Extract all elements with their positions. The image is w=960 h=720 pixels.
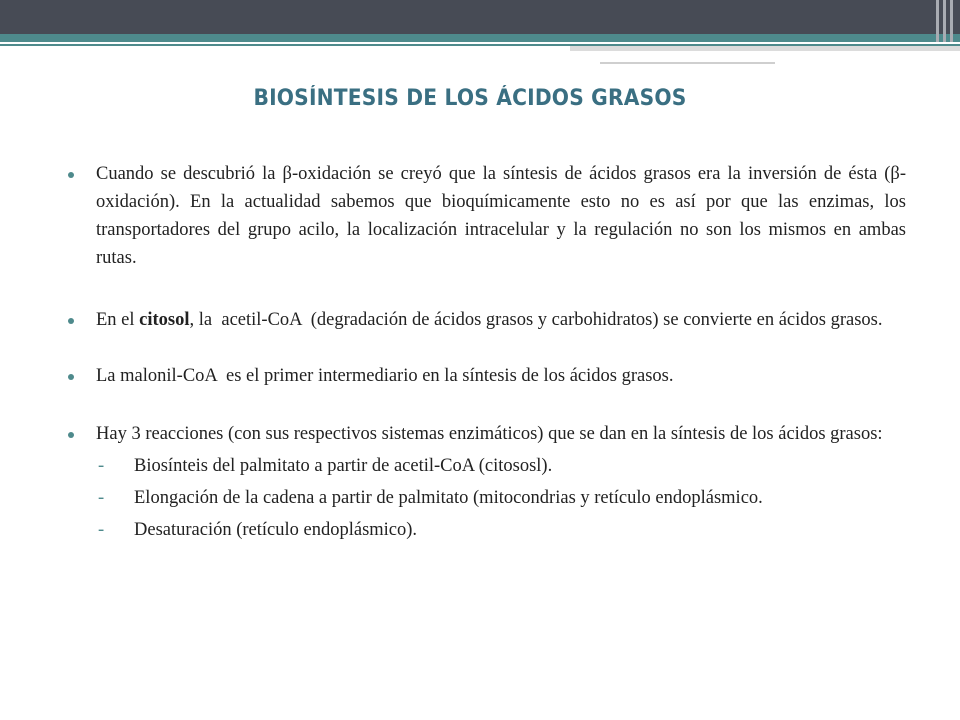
sub-item-text: Desaturación (retículo endoplásmico). <box>134 520 418 540</box>
strip <box>943 0 946 42</box>
bullet-icon <box>68 374 74 380</box>
bullet-icon <box>68 432 74 438</box>
sub-item <box>68 452 906 480</box>
decorative-gray-bar <box>570 46 960 51</box>
slide-content <box>68 160 906 548</box>
bullet-item <box>68 160 906 272</box>
bullet-text: Hay 3 reacciones (con sus respectivos sistemas enzimáticos) que se dan en la síntesis de los ácidos grasos: <box>96 424 883 444</box>
sub-item-text: Elongación de la cadena a partir de palmitato (mitocondrias y retículo endoplásmico. <box>134 488 763 508</box>
slide-title: BIOSÍNTESIS DE LOS ÁCIDOS GRASOS <box>253 86 687 111</box>
sub-item-text: Biosínteis del palmitato a partir de acetil-CoA (citososl). <box>134 456 553 476</box>
header-accent-bar <box>0 34 960 42</box>
bullet-item <box>68 362 906 390</box>
sub-list <box>68 452 906 544</box>
dash-icon: - <box>98 456 105 476</box>
dash-icon: - <box>98 520 105 540</box>
dash-icon: - <box>98 488 105 508</box>
decorative-line <box>600 62 775 64</box>
sub-item <box>68 484 906 512</box>
bullet-text-prefix: En el <box>96 310 140 330</box>
bullet-icon <box>68 172 74 178</box>
strip <box>936 0 939 42</box>
bullet-text: Cuando se descubrió la β-oxidación se creyó que la síntesis de ácidos grasos era la inversión de ésta (β-oxidación). En la actualidad sabemos que bioquímicamente esto no es así por que las enzimas, los transportadores del grupo acilo, la localización intracelular y la regulación no son los mismos en ambas rutas. <box>96 164 906 268</box>
bullet-item <box>68 420 906 448</box>
bullet-text-rest: , la acetil-CoA (degradación de ácidos grasos y carbohidratos) se convierte en ácidos grasos. <box>189 310 883 330</box>
bullet-item <box>68 306 906 334</box>
strip <box>950 0 953 42</box>
bullet-icon <box>68 318 74 324</box>
decorative-strips <box>930 0 960 42</box>
sub-item <box>68 516 906 544</box>
bullet-bold-term: citosol <box>139 310 190 330</box>
header-bar <box>0 0 960 34</box>
bullet-text: La malonil-CoA es el primer intermediario en la síntesis de los ácidos grasos. <box>96 366 674 386</box>
